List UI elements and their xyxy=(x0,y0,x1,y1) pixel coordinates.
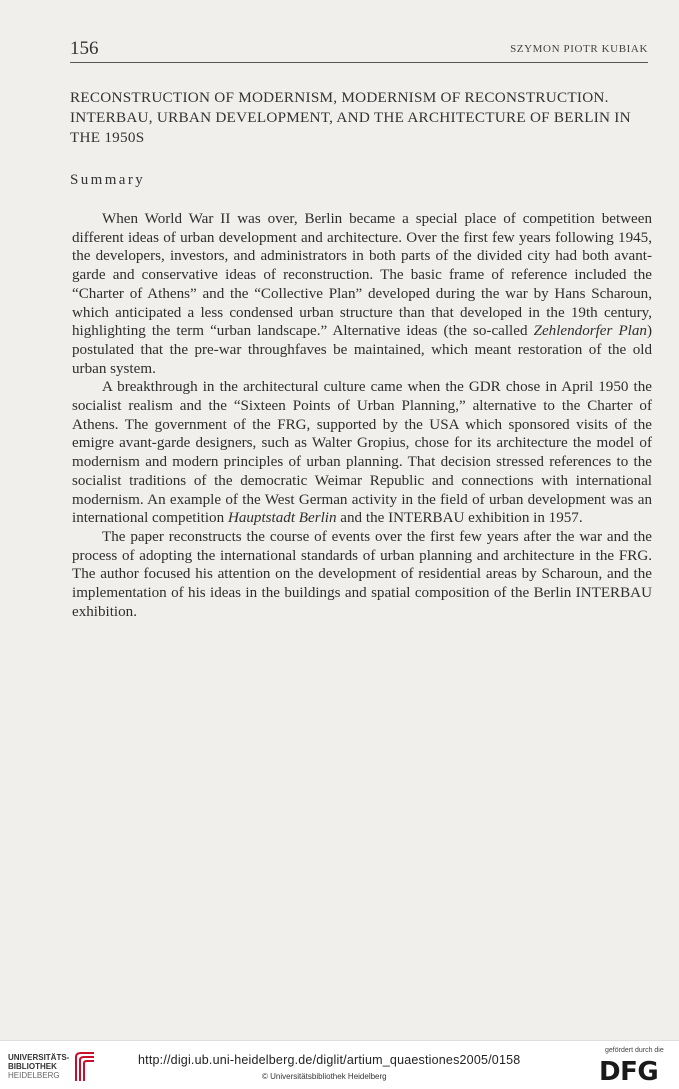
paragraph-3: The paper reconstructs the course of events over the first few years after the war and the process of adopting the international standards of urban planning and architecture in the FRG. The author focused his attention on the development of residential areas by Scharoun, and the implementation of his ideas in the buildings and spatial composition of the Berlin INTERBAU exhibition. xyxy=(72,528,652,620)
italic-title: Zehlendorfer Plan xyxy=(533,323,647,340)
paragraph-1: When World War II was over, Berlin became a special place of competition between different ideas of urban development and architecture. Over the first few years following 1945, the developers, investors, and administrators in both parts of the divided city had both avant-garde and conservative ideas of reconstruction. The basic frame of reference included the “Charter of Athens” and the “Collective Plan” developed during the war by Hans Scharoun, which anticipated a less condensed urban structure than that developed in the 19th century, highlighting the term “urban landscape.” Alternative ideas (the so-called Zehlendorfer Plan) postulated that the pre-war throughfaves be maintained, which meant restoration of the old urban system. xyxy=(72,211,652,377)
running-head-author: SZYMON PIOTR KUBIAK xyxy=(510,43,648,55)
article-title: RECONSTRUCTION OF MODERNISM, MODERNISM OF RECONSTRUCTION. INTERBAU, URBAN DEVELOPMENT, AND THE ARCHITECTURE OF BERLIN IN THE 1950S xyxy=(70,89,631,146)
paragraph-2: A breakthrough in the architectural culture came when the GDR chose in April 1950 the socialist realism and the “Sixteen Points of Urban Planning,” alternative to the Charter of Athens. The government of the FRG, supported by the USA which sponsored visits of the emigre avant-garde designers, such as Walter Gropius, chose for its architecture the model of modernism and modern principles of urban planning. That decision stressed references to the socialist traditions of the democratic Weimar Republic and connections with international modernism. An example of the West German activity in the field of urban development was an international competition Hauptstadt Berlin and the INTERBAU exhibition in 1957. xyxy=(72,379,652,527)
italic-title: Hauptstadt Berlin xyxy=(227,510,337,527)
library-name-line2: BIBLIOTHEK xyxy=(8,1062,57,1071)
permalink-url[interactable]: http://digi.ub.uni-heidelberg.de/diglit/artium_quaestiones2005/0158 xyxy=(138,1053,521,1067)
viewer-footer xyxy=(0,1040,679,1089)
dfg-wordmark: DFG xyxy=(599,1057,659,1087)
library-logo[interactable] xyxy=(8,1053,96,1083)
library-name-line1: UNIVERSITÄTS- xyxy=(8,1053,70,1062)
funder-logo[interactable] xyxy=(595,1044,675,1086)
page-number: 156 xyxy=(70,38,99,59)
summary-body xyxy=(72,210,652,621)
funder-caption: gefördert durch die xyxy=(605,1047,664,1054)
copyright-notice: © Universitätsbibliothek Heidelberg xyxy=(262,1072,387,1081)
library-emblem-icon xyxy=(72,1051,98,1083)
library-city: HEIDELBERG xyxy=(8,1071,60,1080)
section-heading-summary: Summary xyxy=(70,172,146,188)
page-header xyxy=(70,38,648,63)
